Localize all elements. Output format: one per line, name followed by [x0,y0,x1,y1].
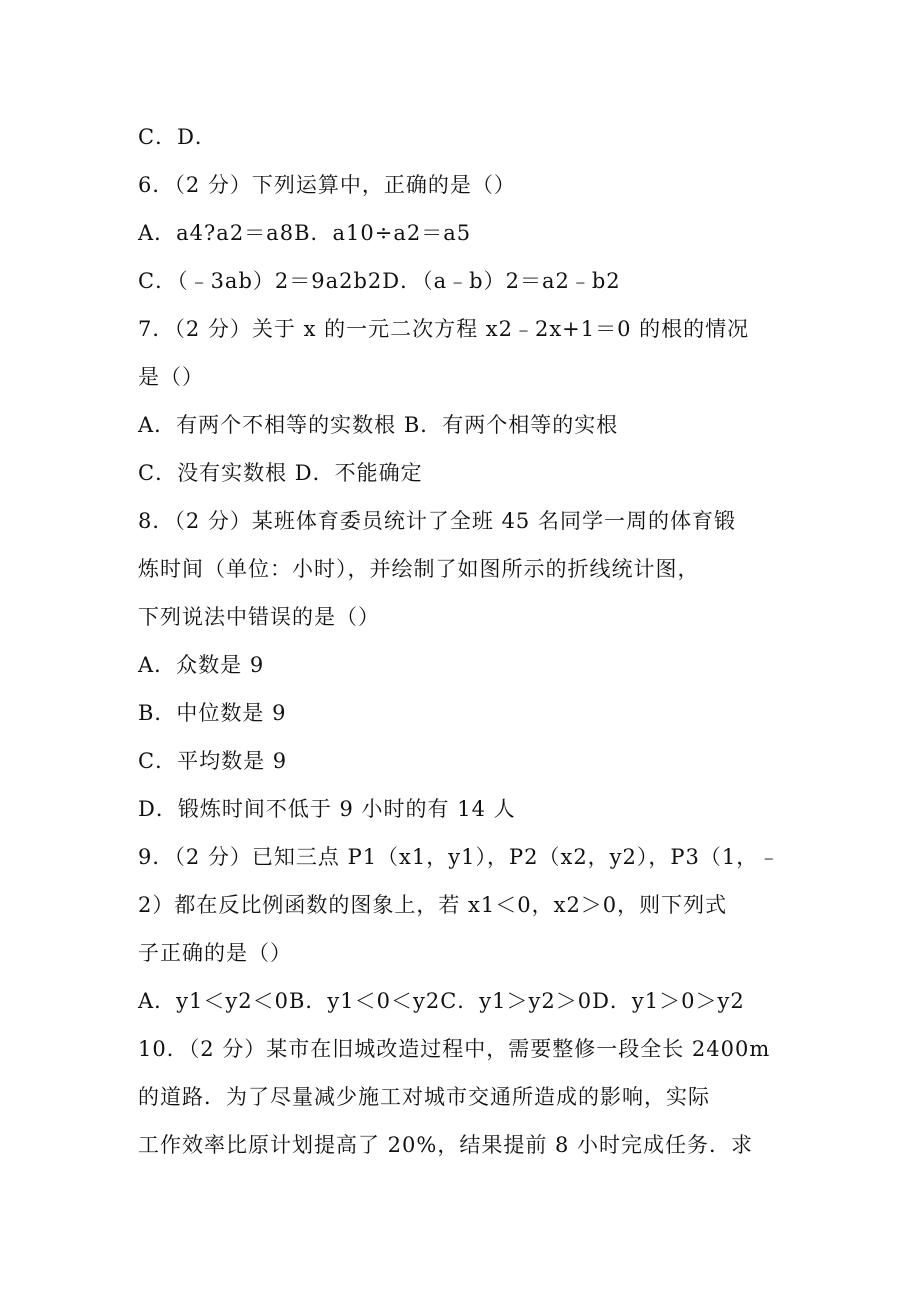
question-6-options-cd: C．（﹣3ab）2＝9a2b2D．（a﹣b）2＝a2﹣b2 [138,269,621,293]
question-7-options-cd: C．没有实数根 D．不能确定 [138,461,423,485]
question-8-option-a: A．众数是 9 [138,653,265,677]
question-8-option-d: D．锻炼时间不低于 9 小时的有 14 人 [138,797,516,821]
question-8: 8．（2 分）某班体育委员统计了全班 45 名同学一周的体育锻 [138,509,736,533]
question-10-cont-2: 工作效率比原计划提高了 20%，结果提前 8 小时完成任务．求 [138,1133,754,1157]
question-7-cont: 是（） [138,365,204,389]
question-8-cont-1: 炼时间（单位：小时），并绘制了如图所示的折线统计图， [138,557,700,581]
question-10-cont-1: 的道路．为了尽量减少施工对城市交通所造成的影响，实际 [138,1085,710,1109]
question-7: 7．（2 分）关于 x 的一元二次方程 x2﹣2x+1＝0 的根的情况 [138,317,750,341]
question-9-cont-1: 2）都在反比例函数的图象上，若 x1＜0，x2＞0，则下列式 [138,893,728,917]
question-10: 10．（2 分）某市在旧城改造过程中，需要整修一段全长 2400m [138,1037,771,1061]
text-line: C．D． [138,125,217,149]
question-9-cont-2: 子正确的是（） [138,941,292,965]
question-9-options: A．y1＜y2＜0B．y1＜0＜y2C．y1＞y2＞0D．y1＞0＞y2 [138,989,745,1013]
question-9: 9．（2 分）已知三点 P1（x1，y1），P2（x2，y2），P3（1，﹣ [138,845,781,869]
question-6: 6．（2 分）下列运算中，正确的是（） [138,173,516,197]
question-8-cont-2: 下列说法中错误的是（） [138,605,380,629]
question-6-options-ab: A．a4?a2＝a8B．a10÷a2＝a5 [138,221,472,245]
question-8-option-c: C．平均数是 9 [138,749,288,773]
question-8-option-b: B．中位数是 9 [138,701,287,725]
question-7-options-ab: A．有两个不相等的实数根 B．有两个相等的实根 [138,413,619,437]
